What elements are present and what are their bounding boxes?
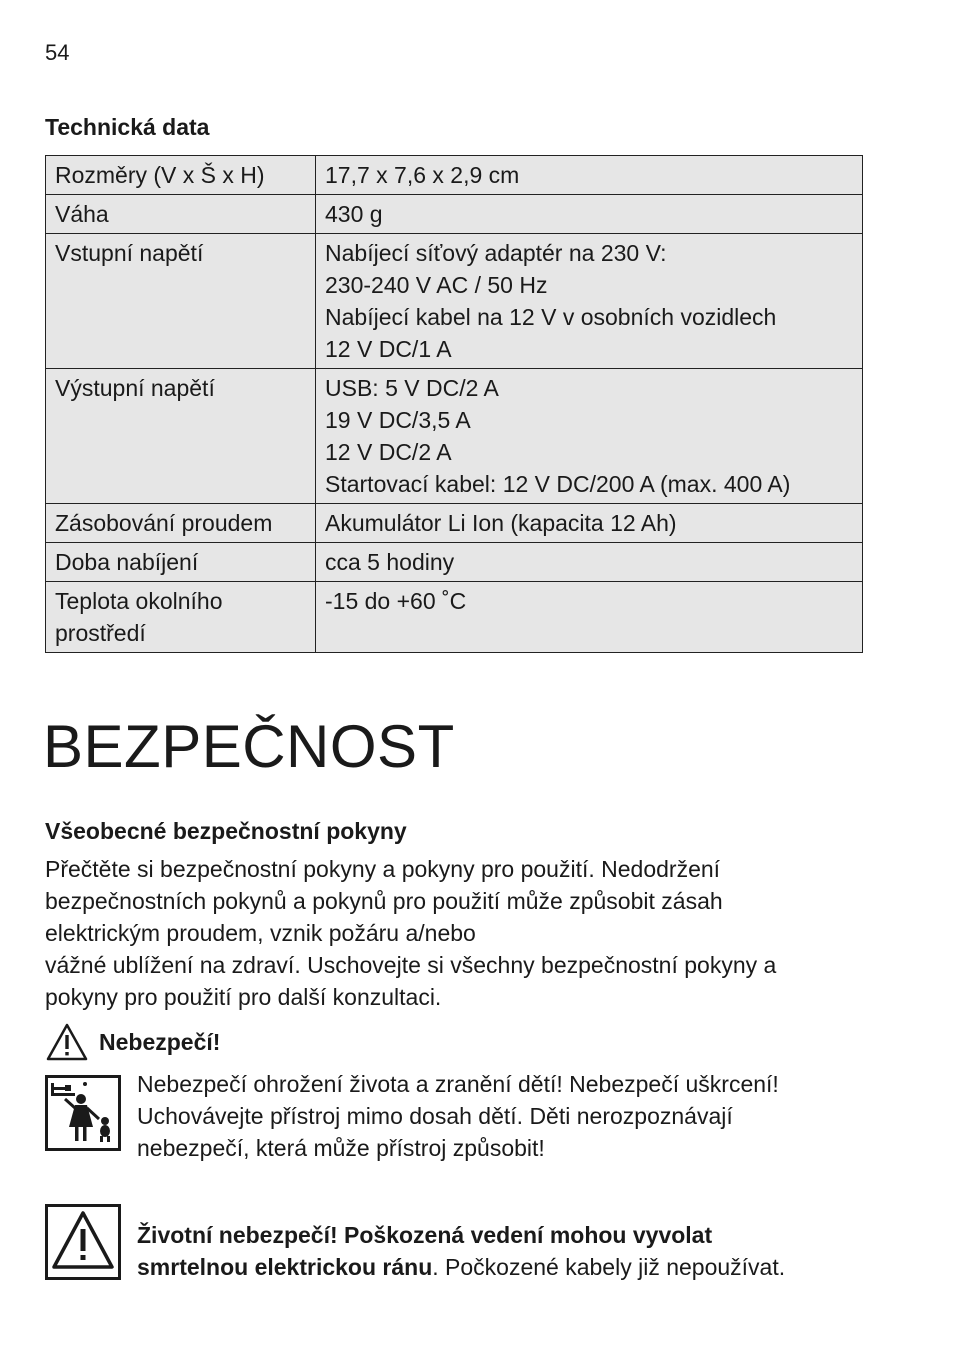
tech-row [46,543,863,582]
tech-label: Váha [55,201,109,227]
tech-value-cell [316,582,863,653]
tech-data-heading: Technická data [45,114,210,140]
tech-label-cell [46,543,316,582]
tech-label: Teplota okolního [55,588,223,614]
shock-warning-rest: . Počkozené kabely již nepoužívat. [432,1254,786,1280]
shock-warning-line-1: Životní nebezpečí! Poškozená vedení mohou vyvolat [137,1222,713,1248]
tech-label: Zásobování proudem [55,510,273,536]
tech-row [46,156,863,195]
tech-value-cell [316,369,863,504]
tech-label: Rozměry (V x Š x H) [55,162,265,188]
tech-label-cell [46,234,316,369]
text-line: Nebezpečí ohrožení života a zranění dětí! Nebezpečí uškrcení! [137,1071,779,1097]
tech-row [46,369,863,504]
text-line: Uchovávejte přístroj mimo dosah dětí. Děti nerozpoznávají [137,1103,733,1129]
tech-value: Akumulátor Li Ion (kapacita 12 Ah) [325,510,677,536]
tech-value-cell [316,156,863,195]
text-line: vážné ublížení na zdraví. Uschovejte si všechny bezpečnostní pokyny a [45,952,777,978]
tech-label: Doba nabíjení [55,549,199,575]
tech-value: 230-240 V AC / 50 Hz [325,272,548,298]
text-line: pokyny pro použití pro další konzultaci. [45,984,442,1010]
tech-data-table [45,155,863,653]
tech-label: Výstupní napětí [55,375,215,401]
tech-value: 17,7 x 7,6 x 2,9 cm [325,162,520,188]
warning-triangle-icon [45,1022,89,1062]
text-line: elektrickým proudem, vznik požáru a/nebo [45,920,476,946]
child-hazard-icon [45,1075,121,1151]
text-line: Přečtěte si bezpečnostní pokyny a pokyny pro použití. Nedodržení [45,856,721,882]
tech-row [46,234,863,369]
tech-label: prostředí [55,620,146,646]
child-warning-text [137,1068,897,1164]
tech-value: Nabíjecí kabel na 12 V v osobních vozidlech [325,304,777,330]
tech-value-cell [316,234,863,369]
tech-label-cell [46,369,316,504]
tech-label: Vstupní napětí [55,240,204,266]
tech-row [46,504,863,543]
tech-value: 12 V DC/1 A [325,336,452,362]
tech-value: USB: 5 V DC/2 A [325,375,499,401]
general-safety-heading: Všeobecné bezpečnostní pokyny [45,818,407,844]
tech-value-cell [316,543,863,582]
tech-value: -15 do +60 ˚C [325,588,467,614]
tech-row [46,195,863,234]
tech-value-cell [316,504,863,543]
page-number: 54 [45,40,70,65]
shock-warning-text [137,1219,897,1283]
danger-heading [45,1020,220,1064]
tech-label-cell [46,156,316,195]
tech-value-cell [316,195,863,234]
safety-title: BEZPEČNOST [43,713,455,780]
tech-row [46,582,863,653]
tech-value: Nabíjecí síťový adaptér na 230 V: [325,240,667,266]
tech-value: 12 V DC/2 A [325,439,452,465]
shock-warning-bold: smrtelnou elektrickou ránu [137,1254,433,1280]
tech-value: 430 g [325,201,383,227]
tech-value: Startovací kabel: 12 V DC/200 A (max. 400 A) [325,471,791,497]
tech-label-cell [46,504,316,543]
tech-label-cell [46,195,316,234]
danger-label: Nebezpečí! [99,1028,221,1055]
general-safety-text [45,853,875,1013]
tech-value: cca 5 hodiny [325,549,455,575]
text-line: nebezpečí, která může přístroj způsobit! [137,1135,545,1161]
text-line: bezpečnostních pokynů a pokynů pro použití může způsobit zásah [45,888,723,914]
tech-label-cell [46,582,316,653]
tech-value: 19 V DC/3,5 A [325,407,471,433]
warning-triangle-icon [45,1204,121,1280]
